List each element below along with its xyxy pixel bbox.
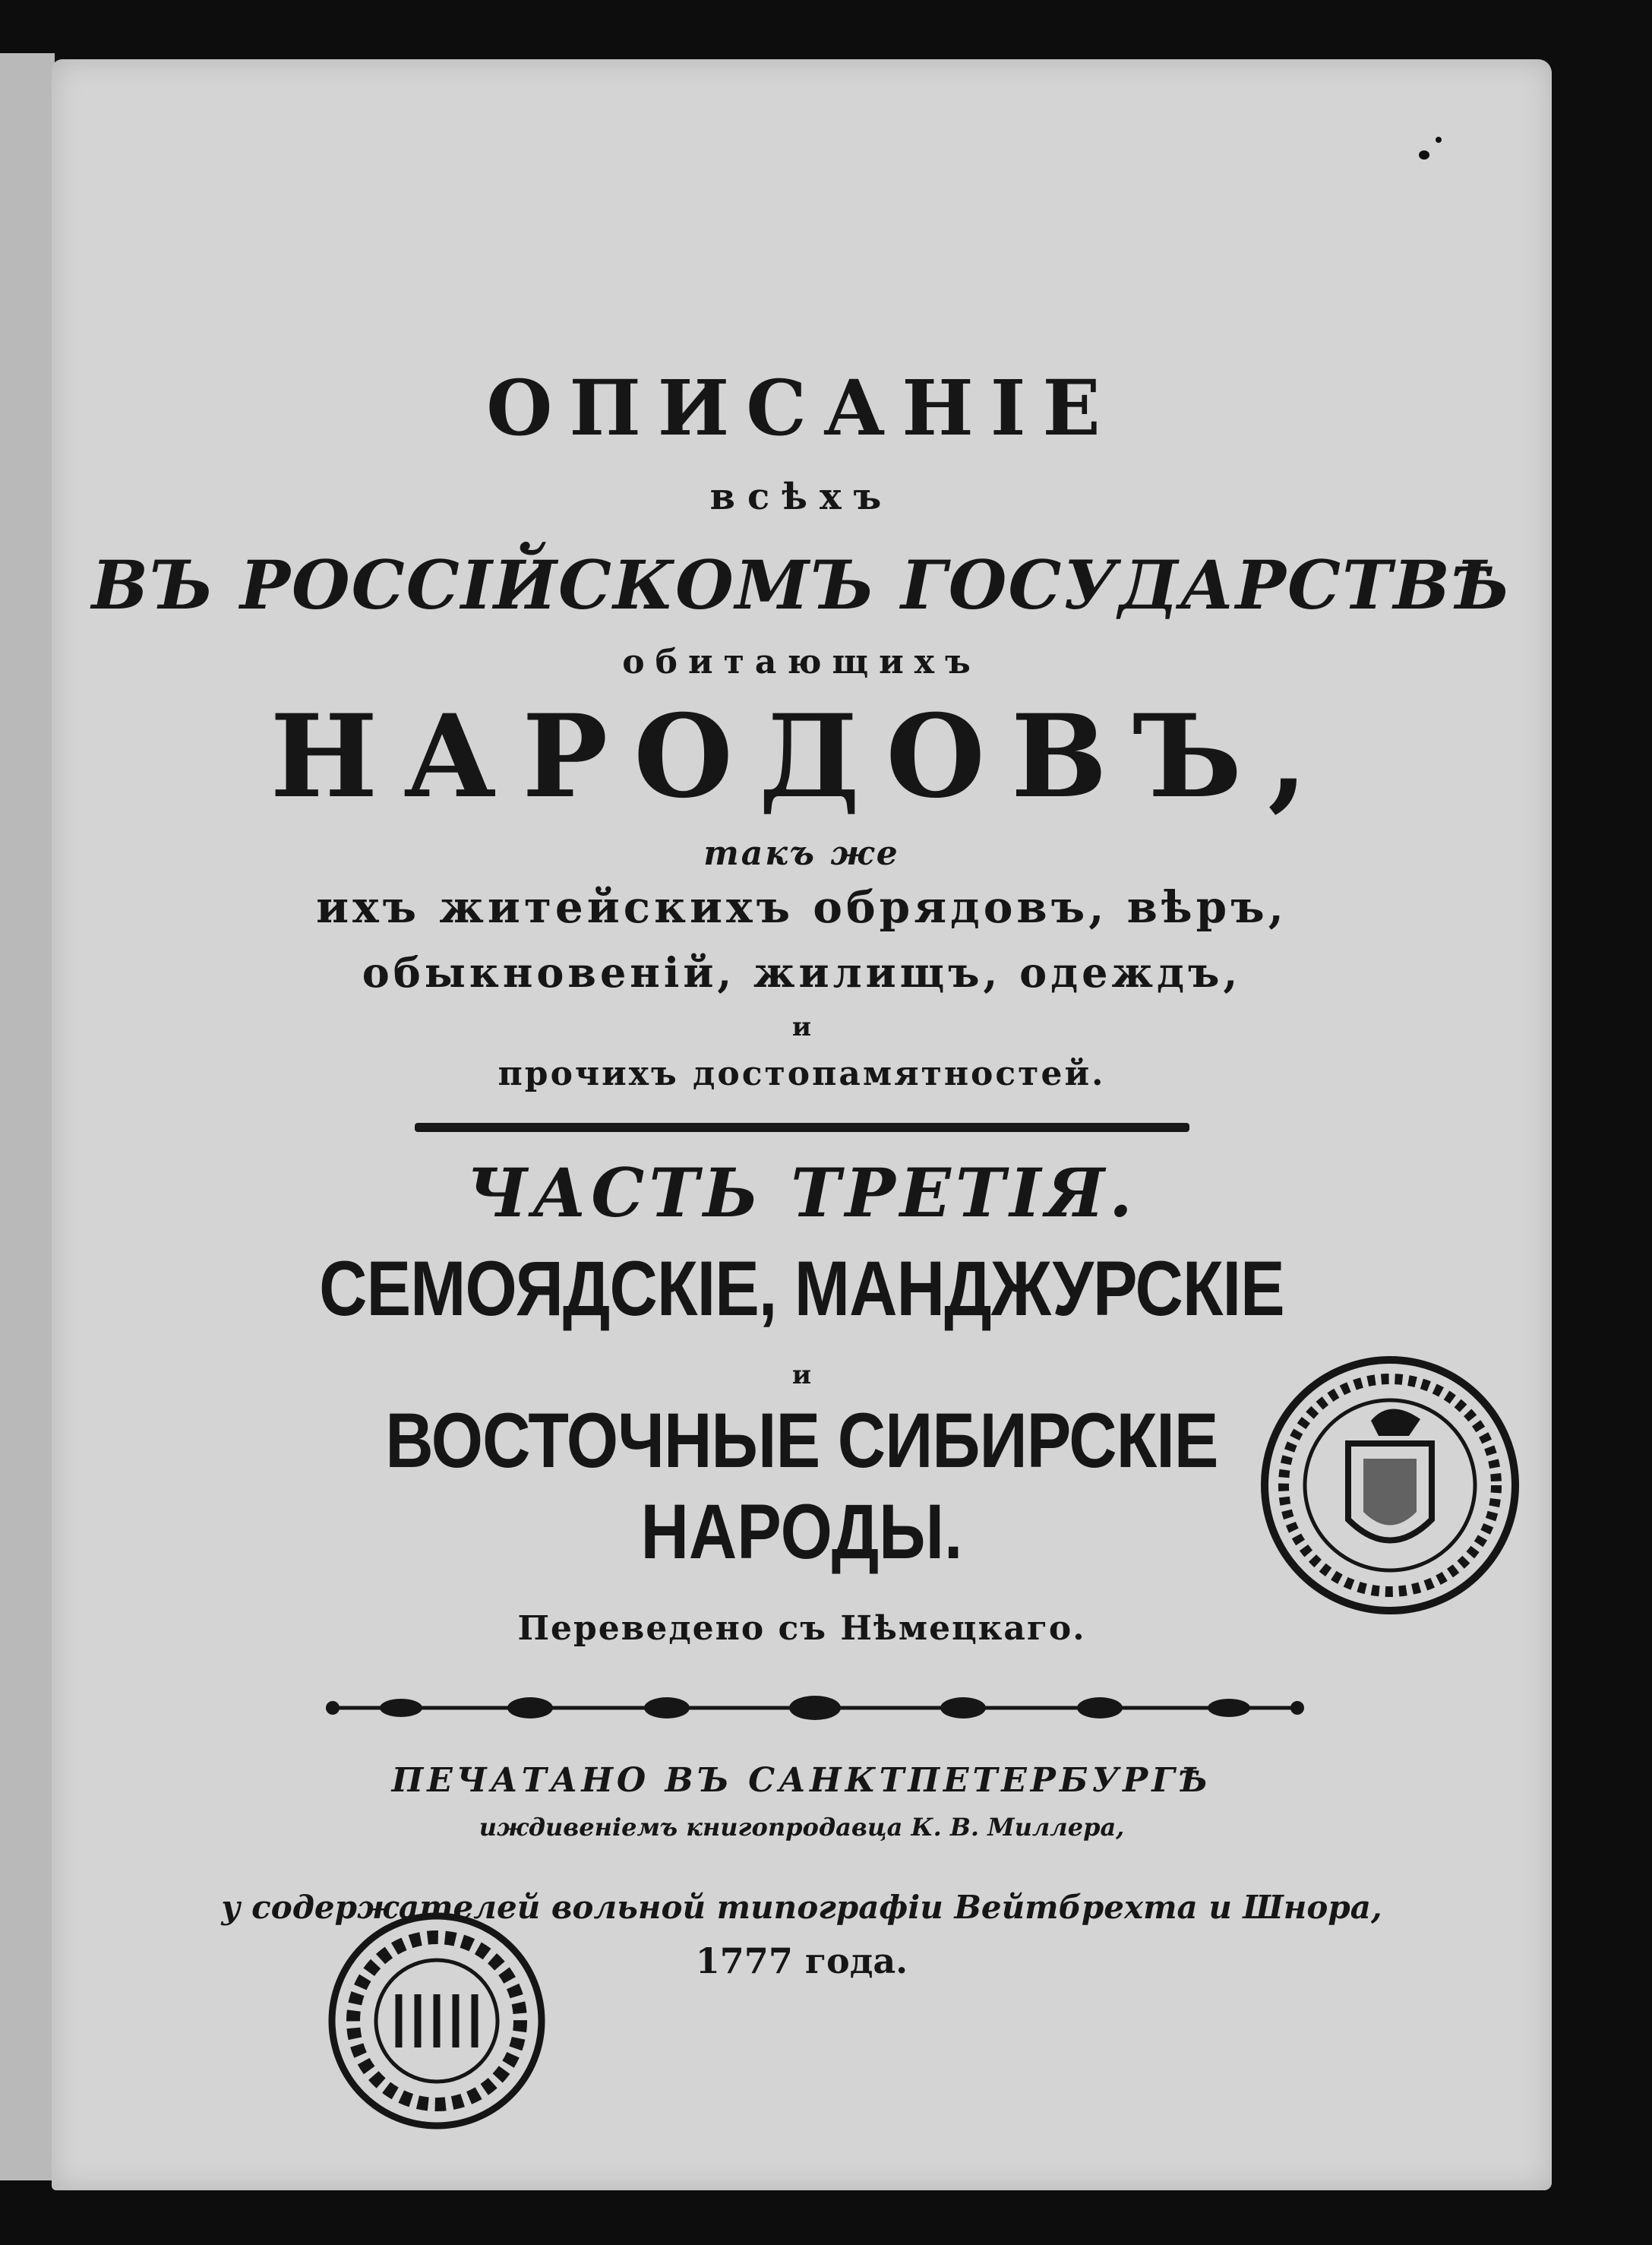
subtitle-tak-zhe: такъ же xyxy=(703,834,900,873)
title-obitayushchih: обитающихъ xyxy=(622,643,981,681)
title-opisanie: ОПИСАНІЕ xyxy=(486,363,1117,453)
part-title-i: и xyxy=(791,1360,812,1390)
title-rossiiskom: ВЪ РОССІЙСКОМЪ ГОСУДАРСТВѢ xyxy=(91,545,1512,624)
ornament-divider-icon xyxy=(310,1685,1320,1731)
imprint-year: 1777 года. xyxy=(695,1940,908,1981)
part-title-vostochnye: ВОСТОЧНЫЕ СИБИРСКІЕ xyxy=(385,1397,1218,1484)
divider-rule xyxy=(415,1123,1189,1132)
imprint-typography: у содержателей вольной типографіи Вейтбрехта и Шнора, xyxy=(221,1889,1382,1926)
title-narodov: НАРОДОВЪ, xyxy=(270,690,1334,824)
adjacent-page-edge xyxy=(0,53,57,2180)
subtitle-prochih: прочихъ достопамятностей. xyxy=(497,1055,1106,1093)
title-page xyxy=(52,59,1552,2190)
ink-speck xyxy=(1419,150,1429,160)
imprint-pechatano: ПЕЧАТАНО ВЪ САНКТПЕТЕРБУРГѢ xyxy=(391,1761,1212,1800)
part-heading: ЧАСТЬ ТРЕТІЯ. xyxy=(466,1153,1137,1232)
romanzoff-library-seal-icon xyxy=(1257,1352,1523,1618)
library-stamp-icon xyxy=(323,1907,551,2135)
subtitle-ih: ихъ житейскихъ обрядовъ, вѣръ, xyxy=(316,881,1287,933)
ink-speck xyxy=(1436,137,1442,143)
part-title-narody: НАРОДЫ. xyxy=(640,1488,963,1575)
title-vseh: всѣхъ xyxy=(709,476,894,518)
part-title-semoyadskie: СЕМОЯДСКІЕ, МАНДЖУРСКІЕ xyxy=(319,1245,1284,1332)
translation-note: Переведено съ Нѣмецкаго. xyxy=(517,1609,1086,1648)
subtitle-obyknoveniy: обыкновеній, жилищъ, одеждъ, xyxy=(362,948,1242,997)
subtitle-i: и xyxy=(791,1012,812,1042)
imprint-izhdiveniem: иждивеніемъ книгопродавца К. В. Миллера, xyxy=(479,1813,1125,1842)
